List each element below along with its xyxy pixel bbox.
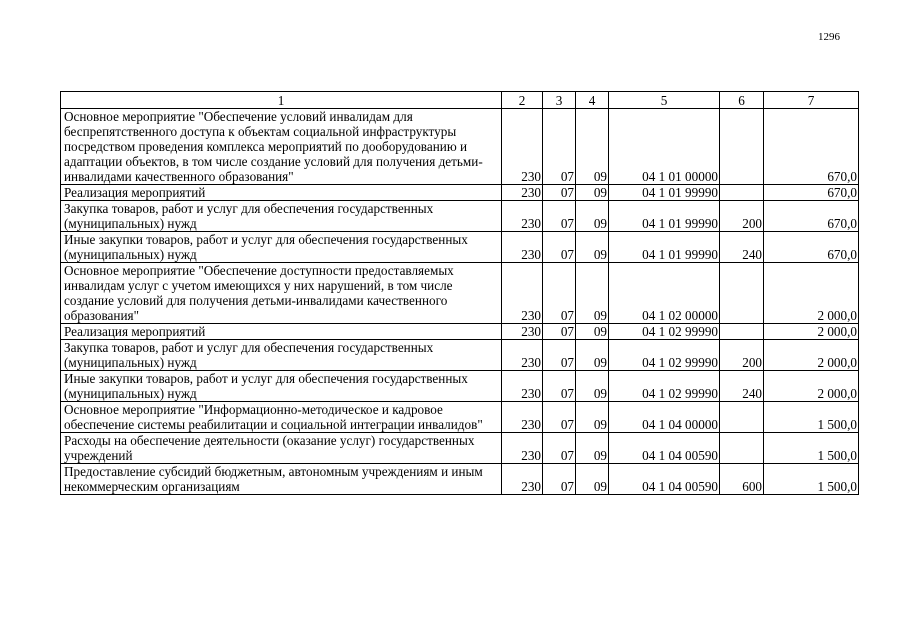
table-row [61,324,859,340]
row-vr-cell [720,109,764,185]
row-csr-cell: 04 1 02 99990 [609,340,720,371]
row-rz-cell: 07 [543,263,576,324]
row-name-cell: Закупка товаров, работ и услуг для обеспечения государственных (муниципальных) нужд [61,201,502,232]
header-col-6: 6 [720,92,764,109]
row-pr-cell: 09 [576,185,609,201]
row-vr-cell [720,263,764,324]
row-vr-cell [720,324,764,340]
row-csr-cell: 04 1 01 00000 [609,109,720,185]
header-col-2: 2 [502,92,543,109]
row-name-cell: Расходы на обеспечение деятельности (оказание услуг) государственных учреждений [61,433,502,464]
row-pr-cell: 09 [576,232,609,263]
table-body [61,109,859,495]
row-csr-cell: 04 1 04 00590 [609,464,720,495]
table-row [61,402,859,433]
header-col-4: 4 [576,92,609,109]
row-rz-cell: 07 [543,433,576,464]
row-sum-cell: 670,0 [764,109,859,185]
row-rz-cell: 07 [543,464,576,495]
row-vr-cell: 600 [720,464,764,495]
row-sum-cell: 1 500,0 [764,433,859,464]
row-name-cell: Реализация мероприятий [61,185,502,201]
table-row [61,109,859,185]
row-sum-cell: 670,0 [764,232,859,263]
row-csr-cell: 04 1 04 00590 [609,433,720,464]
row-sum-cell: 670,0 [764,185,859,201]
budget-table [60,91,859,495]
table-row [61,201,859,232]
row-vr-cell [720,402,764,433]
table-row [61,340,859,371]
row-ved-cell: 230 [502,371,543,402]
page-number: 1296 [818,31,840,43]
row-ved-cell: 230 [502,464,543,495]
table-row [61,464,859,495]
row-pr-cell: 09 [576,433,609,464]
row-vr-cell: 200 [720,340,764,371]
row-vr-cell: 240 [720,232,764,263]
table-row [61,232,859,263]
row-rz-cell: 07 [543,201,576,232]
row-pr-cell: 09 [576,263,609,324]
row-rz-cell: 07 [543,324,576,340]
row-name-cell: Иные закупки товаров, работ и услуг для обеспечения государственных (муниципальных) нужд [61,371,502,402]
row-name-cell: Реализация мероприятий [61,324,502,340]
row-ved-cell: 230 [502,402,543,433]
row-pr-cell: 09 [576,324,609,340]
row-ved-cell: 230 [502,433,543,464]
row-rz-cell: 07 [543,232,576,263]
row-name-cell: Основное мероприятие "Обеспечение условий инвалидам для беспрепятственного доступа к объектам социальной инфраструктуры посредством проведения комплекса мероприятий по дооборудованию и адаптации объектов, в том числе создание условий для получения детьми-инвалидами качественного образования" [61,109,502,185]
row-csr-cell: 04 1 01 99990 [609,185,720,201]
row-vr-cell: 240 [720,371,764,402]
row-ved-cell: 230 [502,201,543,232]
row-sum-cell: 1 500,0 [764,402,859,433]
row-vr-cell [720,185,764,201]
row-csr-cell: 04 1 04 00000 [609,402,720,433]
row-pr-cell: 09 [576,402,609,433]
row-name-cell: Закупка товаров, работ и услуг для обеспечения государственных (муниципальных) нужд [61,340,502,371]
row-name-cell: Основное мероприятие "Информационно-методическое и кадровое обеспечение системы реабилитации и социальной интеграции инвалидов" [61,402,502,433]
row-ved-cell: 230 [502,232,543,263]
row-ved-cell: 230 [502,324,543,340]
table-row [61,185,859,201]
header-col-5: 5 [609,92,720,109]
row-csr-cell: 04 1 01 99990 [609,201,720,232]
row-sum-cell: 2 000,0 [764,263,859,324]
row-sum-cell: 670,0 [764,201,859,232]
row-ved-cell: 230 [502,340,543,371]
row-sum-cell: 2 000,0 [764,371,859,402]
row-ved-cell: 230 [502,185,543,201]
row-rz-cell: 07 [543,340,576,371]
table-row [61,371,859,402]
table-header-row [61,92,859,109]
row-csr-cell: 04 1 02 99990 [609,324,720,340]
row-vr-cell [720,433,764,464]
row-pr-cell: 09 [576,371,609,402]
row-rz-cell: 07 [543,402,576,433]
row-sum-cell: 2 000,0 [764,324,859,340]
row-ved-cell: 230 [502,109,543,185]
row-csr-cell: 04 1 02 00000 [609,263,720,324]
row-csr-cell: 04 1 02 99990 [609,371,720,402]
row-pr-cell: 09 [576,109,609,185]
header-col-3: 3 [543,92,576,109]
row-csr-cell: 04 1 01 99990 [609,232,720,263]
row-sum-cell: 1 500,0 [764,464,859,495]
row-rz-cell: 07 [543,371,576,402]
row-pr-cell: 09 [576,340,609,371]
row-ved-cell: 230 [502,263,543,324]
row-name-cell: Иные закупки товаров, работ и услуг для обеспечения государственных (муниципальных) нужд [61,232,502,263]
header-col-7: 7 [764,92,859,109]
row-name-cell: Предоставление субсидий бюджетным, автономным учреждениям и иным некоммерческим организациям [61,464,502,495]
row-rz-cell: 07 [543,109,576,185]
header-col-1: 1 [61,92,502,109]
row-pr-cell: 09 [576,464,609,495]
table-row [61,433,859,464]
row-pr-cell: 09 [576,201,609,232]
row-sum-cell: 2 000,0 [764,340,859,371]
row-name-cell: Основное мероприятие "Обеспечение доступности предоставляемых инвалидам услуг с учетом имеющихся у них нарушений, в том числе создание условий для получения детьми-инвалидами качественного образования" [61,263,502,324]
row-vr-cell: 200 [720,201,764,232]
table-row [61,263,859,324]
row-rz-cell: 07 [543,185,576,201]
